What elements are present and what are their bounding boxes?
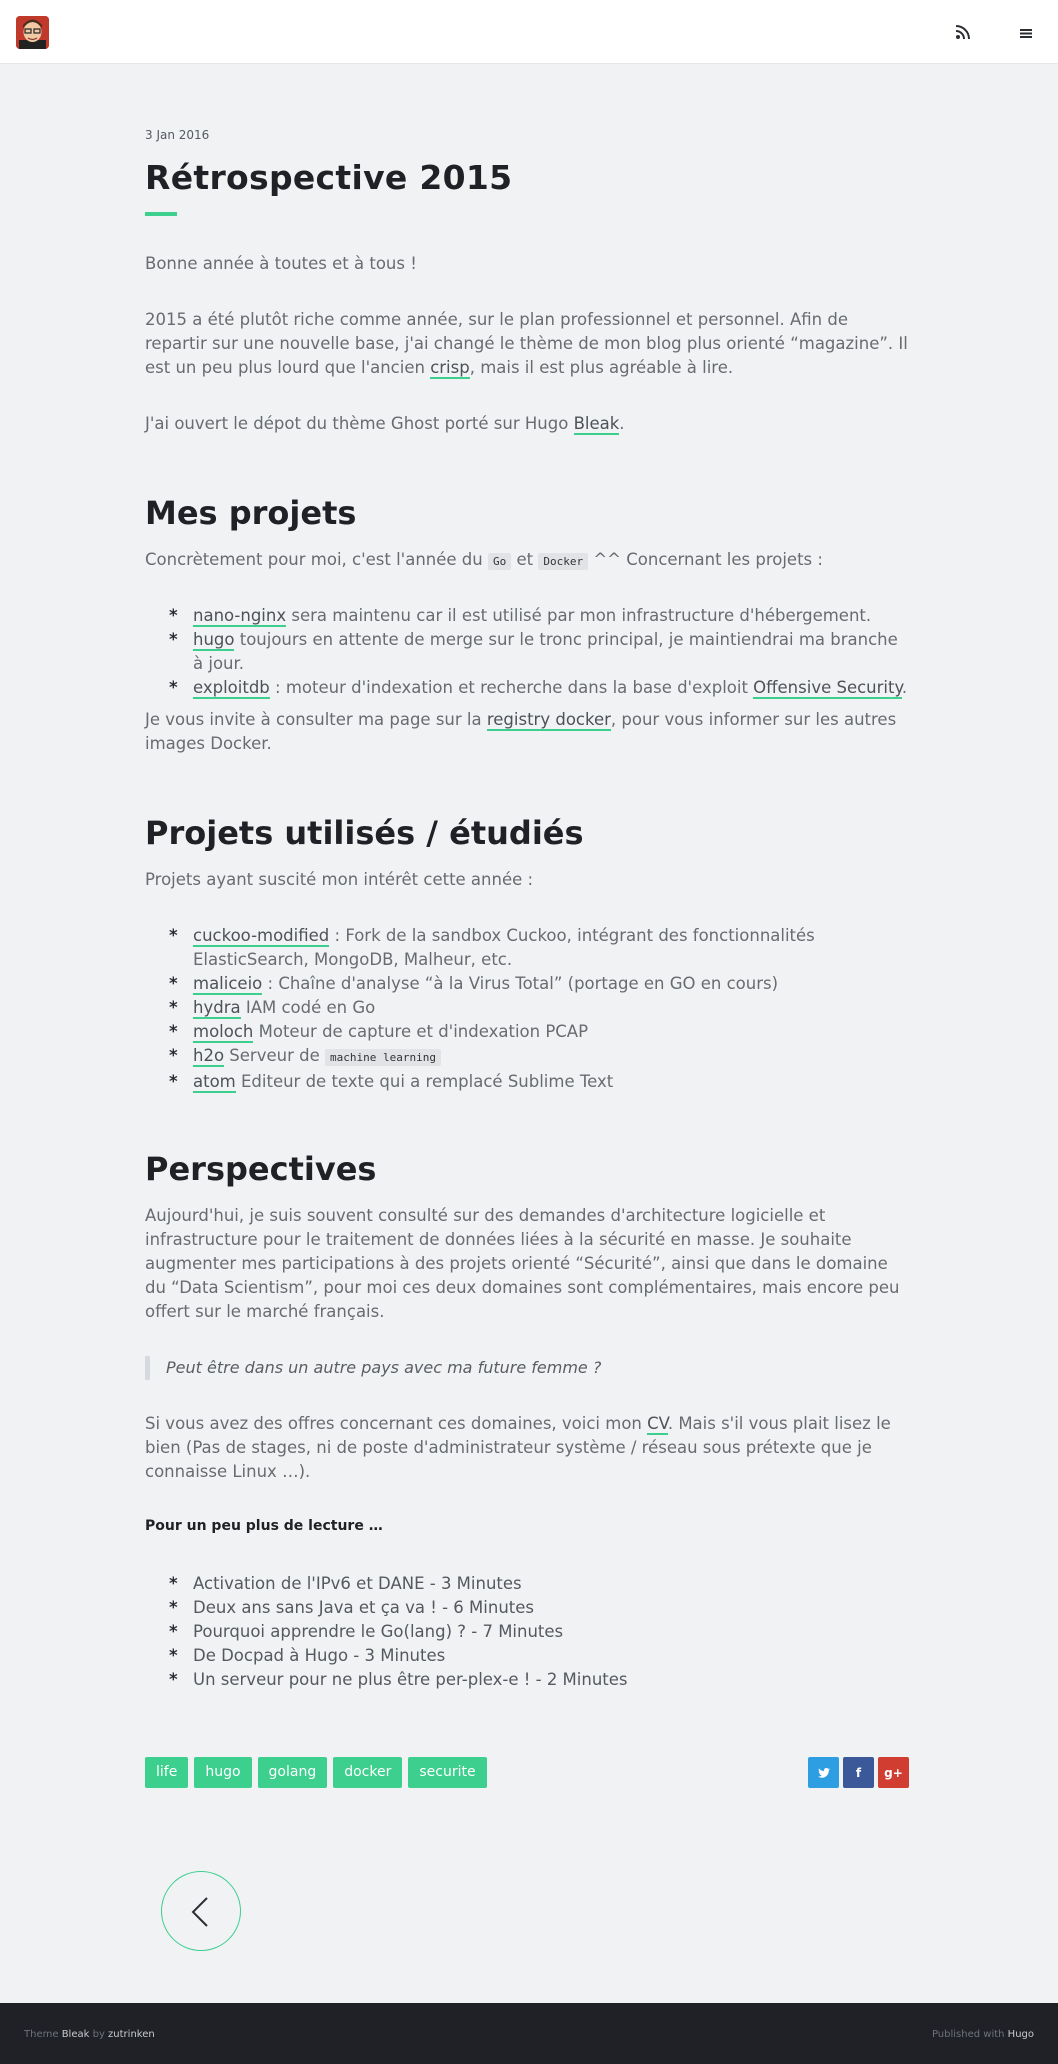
menu-icon[interactable] (1019, 25, 1033, 39)
atom-link[interactable]: atom (193, 1072, 236, 1091)
avatar-image (16, 16, 49, 49)
list-item (145, 604, 913, 628)
text: . Mais s'il vous plait lisez le bien (Pas de stages, ni de poste d'administrateur système / réseau sous prétexte que je connaisse Linux …). (145, 1414, 891, 1481)
text: ^^ Concernant les projets : (588, 550, 823, 569)
code-go: Go (488, 553, 511, 570)
list-item (145, 676, 913, 700)
read-more-heading: Pour un peu plus de lecture … (145, 1518, 383, 1534)
registry-docker-link[interactable]: registry docker (486, 710, 611, 729)
share-buttons (808, 1757, 909, 1788)
offensive-security-link[interactable]: Offensive Security (753, 678, 902, 697)
code-docker: Docker (538, 553, 588, 570)
bleak-link[interactable]: Bleak (573, 414, 620, 433)
by-label: by (92, 2029, 105, 2040)
post-title: Rétrospective 2015 (145, 158, 513, 197)
paragraph-cv (145, 1412, 913, 1484)
maliceio-link[interactable]: maliceio (193, 974, 263, 993)
top-bar (0, 0, 1058, 64)
text: toujours en attente de merge sur le tronc principal, je maintiendrai ma branche à jour. (193, 630, 898, 673)
avatar[interactable] (16, 16, 49, 49)
twitter-icon (818, 1768, 830, 1778)
tag-securite[interactable]: securite (408, 1757, 486, 1788)
theme-label: Theme (24, 2029, 59, 2040)
used-intro: Projets ayant suscité mon intérêt cette année : (145, 870, 534, 889)
google-plus-share-button[interactable] (878, 1757, 909, 1788)
related-post-link[interactable]: * Pourquoi apprendre le Go(lang) ? - 7 Minutes (145, 1620, 913, 1644)
cv-link[interactable]: CV (647, 1414, 668, 1433)
text: sera maintenu car il est utilisé par mon infrastructure d'hébergement. (286, 606, 872, 625)
tag-golang[interactable]: golang (258, 1757, 328, 1788)
post-date: 3 Jan 2016 (145, 128, 210, 142)
chevron-left-icon (162, 1872, 242, 1952)
read-more-list (145, 1572, 913, 1692)
facebook-icon: f (855, 1765, 862, 1780)
related-post-link[interactable]: * Deux ans sans Java et ça va ! - 6 Minutes (145, 1596, 913, 1620)
footer-credits (24, 2029, 155, 2040)
text: J'ai ouvert le dépot du thème Ghost porté sur Hugo (145, 414, 574, 433)
text: . (619, 414, 625, 433)
exploitdb-link[interactable]: exploitdb (193, 678, 270, 697)
related-post-link[interactable]: * Un serveur pour ne plus être per-plex-e ! - 2 Minutes (145, 1668, 913, 1692)
text: : Fork de la sandbox Cuckoo, intégrant des fonctionnalités ElasticSearch, MongoDB, Malheur, etc. (193, 926, 815, 969)
list-item (145, 1070, 913, 1094)
text: , mais il est plus agréable à lire. (469, 358, 734, 377)
list-item (145, 1020, 913, 1044)
twitter-share-button[interactable] (808, 1757, 839, 1788)
text: et (511, 550, 539, 569)
crisp-link[interactable]: crisp (430, 358, 470, 377)
text: , pour vous informer sur les autres images Docker. (145, 710, 897, 753)
nano-nginx-link[interactable]: nano-nginx (193, 606, 287, 625)
paragraph-theme (145, 308, 913, 380)
cuckoo-modified-link[interactable]: cuckoo-modified (193, 926, 330, 945)
text: Serveur de (224, 1046, 325, 1065)
google-plus-icon: g+ (884, 1765, 903, 1780)
theme-link[interactable]: Bleak (61, 2029, 90, 2040)
text: Concrètement pour moi, c'est l'année du (145, 550, 488, 569)
list-item (145, 924, 913, 972)
related-post-link[interactable]: * De Docpad à Hugo - 3 Minutes (145, 1644, 913, 1668)
heading-projets-utilises: Projets utilisés / étudiés (145, 814, 584, 852)
text: Editeur de texte qui a remplacé Sublime Text (235, 1072, 614, 1091)
text: Je vous invite à consulter ma page sur la (145, 710, 487, 729)
projects-intro (145, 548, 913, 574)
text: Moteur de capture et d'indexation PCAP (253, 1022, 589, 1041)
text: 2015 a été plutôt riche comme année, sur le plan professionnel et personnel. Afin de repartir sur une nouvelle base, j'ai changé le thème de mon blog plus orienté “magazine”. Il est un peu plus lourd que l'ancien (145, 310, 908, 377)
text: IAM codé en Go (240, 998, 376, 1017)
code-machine-learning: machine learning (325, 1049, 441, 1066)
list-item (145, 628, 913, 676)
tag-docker[interactable]: docker (333, 1757, 402, 1788)
title-underline (145, 212, 177, 216)
list-item (145, 972, 913, 996)
tag-hugo[interactable]: hugo (194, 1757, 251, 1788)
h2o-link[interactable]: h2o (193, 1046, 225, 1065)
text: : moteur d'indexation et recherche dans la base d'exploit (269, 678, 754, 697)
heading-perspectives: Perspectives (145, 1150, 377, 1188)
perspectives-paragraph: Aujourd'hui, je suis souvent consulté sur des demandes d'architecture logicielle et infrastructure pour le traitement de données liées à la sécurité en masse. Je souhaite augmenter mes participations à des projets orienté “Sécurité”, ainsi que dans le domaine du “Data Scientism”, pour moi ces deux domaines sont complémentaires, mais encore peu offert sur le marché français. (145, 1206, 900, 1321)
list-item (145, 996, 913, 1020)
published-label: Published with (931, 2029, 1005, 2040)
list-item (145, 1044, 913, 1070)
footer (0, 2003, 1058, 2064)
text: : Chaîne d'analyse “à la Virus Total” (portage en GO en cours) (262, 974, 779, 993)
heading-mes-projets: Mes projets (145, 494, 357, 532)
facebook-share-button[interactable] (843, 1757, 874, 1788)
footer-published (932, 2029, 1034, 2040)
intro-paragraph: Bonne année à toutes et à tous ! (145, 254, 417, 273)
text: . (901, 678, 908, 697)
paragraph-bleak (145, 412, 913, 436)
previous-post-button[interactable] (161, 1871, 241, 1951)
hugo-link[interactable]: hugo (193, 630, 235, 649)
projects-list (145, 604, 913, 700)
moloch-link[interactable]: moloch (193, 1022, 254, 1041)
text: Si vous avez des offres concernant ces domaines, voici mon (145, 1414, 648, 1433)
author-link[interactable]: zutrinken (108, 2029, 155, 2040)
rss-icon[interactable] (954, 23, 972, 41)
quote: Peut être dans un autre pays avec ma future femme ? (145, 1356, 913, 1380)
hydra-link[interactable]: hydra (193, 998, 241, 1017)
tag-list (145, 1757, 487, 1788)
hugo-link[interactable]: Hugo (1007, 2029, 1034, 2040)
paragraph-registry (145, 708, 913, 756)
used-projects-list (145, 924, 913, 1094)
tag-life[interactable]: life (145, 1757, 188, 1788)
related-post-link[interactable]: * Activation de l'IPv6 et DANE - 3 Minutes (145, 1572, 913, 1596)
